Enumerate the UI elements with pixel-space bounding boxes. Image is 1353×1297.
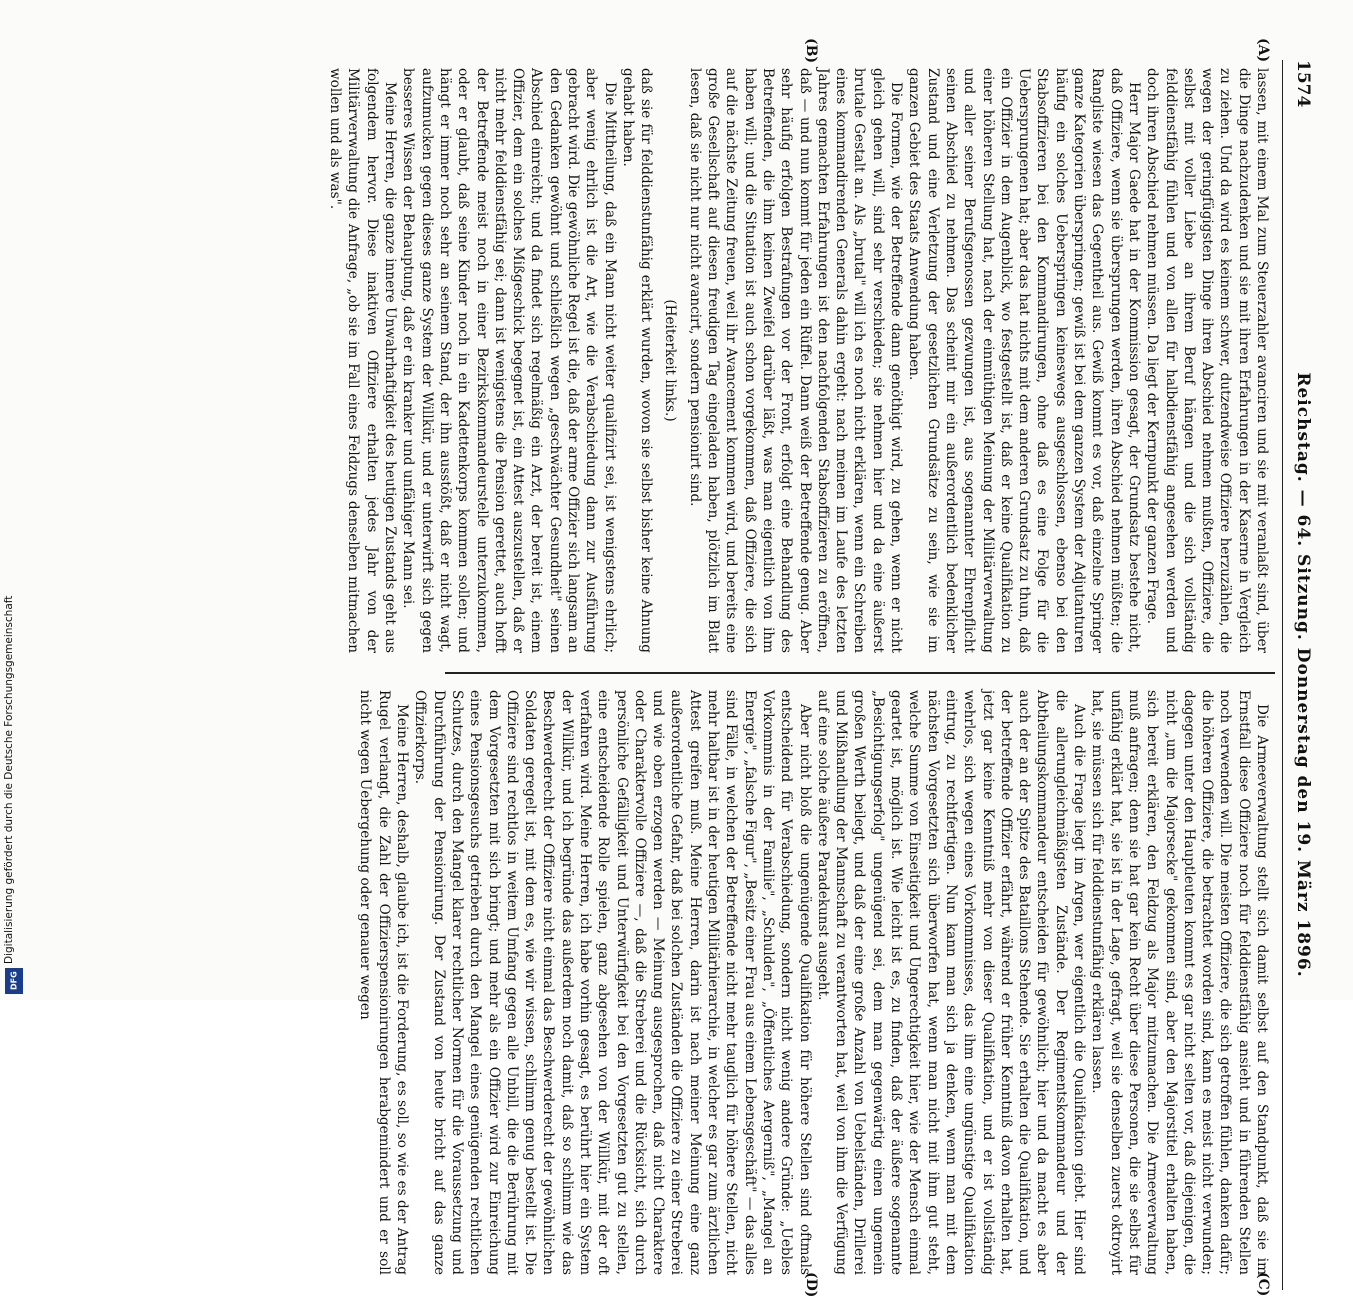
digitization-credit (3, 354, 25, 994)
margin-mark-d: (D) (803, 1272, 819, 1297)
margin-mark-c: (C) (1255, 1272, 1271, 1297)
right-column (357, 690, 1271, 1275)
paragraph: Meine Herren, deshalb, glaube ich, ist die Forderung, es soll, so wie es der Antrag Rugel verlangt, die Zahl der Offizierspensionirungen herabgemindert und er soll nicht wegen Uebergehung oder genauer wegen (357, 690, 411, 1275)
paragraph: Die Armeeverwaltung stellt sich damit selbst auf den Standpunkt, daß sie im Ernstfall diese Offiziere noch für felddienstfähig ansieht und in führenden Stellen noch verwenden will. Die meisten Offiziere, die sich getroffen fühlen, danken dafür; die höheren Offiziere, die betrachtet worden sind, kann es meist nicht verwunden; dagegen unter den Hauptleuten kommt es gar nicht selten vor, daß diejenigen, die nicht „um die Majorsecke" gekommen sind, aber den Majorstitel erhalten haben, sich bereit erklären, den Feldzug als Major mitzumachen. Die Armeeverwaltung muß anfragen; denn sie hat gar kein Recht über diese Personen, die sie selbst für unfähig erklärt hat, sie ist in der Lage, gefragt, weil sie denselben zuerst oktroyirt hat, sie müssen sich für felddienstunfähig erklären lassen. (1089, 690, 1270, 1275)
column-divider (445, 672, 1275, 674)
credit-text: Digitalisierung gefördert durch die Deutsche Forschungsgemeinschaft (3, 595, 15, 964)
paragraph: Meine Herren, die ganze innere Unwahrhaftigkeit des heutigen Zustands geht aus folgendem hervor. Diese inaktiven Offiziere erhalten jedes Jahr von der Militärverwaltung die Anfrage, „ob sie im Fall eines Feldzugs denselben mitmachen wollen und als was". (327, 68, 399, 653)
paragraph: Aber nicht bloß die ungenügende Qualifikation für höhere Stellen sind oftmals entscheidend für Verabschiedung, sondern nicht wenig andere Gründe: „Uebles Vorkommnis in der Familie", „Schulden", „Öffentliches Aergerniß", „Mangel an Energie", „falsche Figur", „Besitz einer Frau aus einem Lebensgeschäft" — das alles sind Fälle, in welchen der Betreffende nicht mehr tauglich für höhere Stellen, nicht mehr haltbar ist in der heutigen Militärhierarchie, in welcher es gar zum ärztlichen Attest greifen muß. Meine Herren, darin ist nach meiner Meinung eine ganz außerordentliche Gefahr, daß bei solchen Zuständen die Offiziere zu einer Streberei und wie oben erzogen werden — Meinung ausgesprochen, daß nicht Charaktere oder Charaktervolle Offiziere —, daß die Streberei und die Rücksicht, sich durch persönliche Gefälligkeit und Unterwürfigkeit bei den Vorgesetzten gut zu stellen, eine entscheidende Rolle spielen, ganz abgesehen von der Willkür, mit der oft verfahren wird. Meine Herren, ich habe vorhin gesagt, es berührt hier ein System der Willkür, und ich begründe das außerdem noch damit, daß so schlimm wie das Beschwerderecht der Offiziere nicht einmal das Beschwerderecht der gewöhnlichen Soldaten geregelt ist, mit dem es, wie wir wissen, schlimm genug bestellt ist. Die Offiziere sind rechtlos in weitem Umfang gegen alle Unbill, die die Berührung mit dem Vorgesetzten mit sich bringt; und mehr als ein Offizier wird zur Einreichung eines Pensionsgesuchs getrieben durch den Mangel eines genügenden rechtlichen Schutzes, durch den Mangel klarer rechtlicher Normen für die Voraussetzung und Durchführung der Pensionirung. Der Zustand von heute bricht auf das ganze Offizierkorps. (412, 690, 813, 1275)
page-number: 1574 (1293, 60, 1313, 108)
margin-mark-a: (A) (1255, 38, 1271, 63)
margin-mark-b: (B) (803, 38, 819, 64)
paragraph: Auch die Frage liegt im Argen, wer eigentlich die Qualifikation giebt. Hier sind die allerungleichmäßigsten Zustände. Der Regimentskommandeur und der Abtheilungskommandeur entscheiden für gewöhnlich; hier und da macht es aber auch der an der Spitze des Bataillons Stehende. Sie erhalten die Qualifikation, und der betreffende Offizier erfährt, während er früher Kenntniß davon erhalten hat, jetzt gar keine Kenntniß mehr von dieser Qualifikation, und er ist vollständig wehrlos, sich wegen eines Vorkommnisses, das ihm eine ungünstige Qualifikation eintrug, zu rechtfertigen. Nun kann man sich ja denken, wenn man mit dem nächsten Vorgesetzten sich überworfen hat, wenn man nicht mit ihm gut steht, welche Summe von Einseitigkeit und Ungerechtigkeit hier, wie der Mensch einmal geartet ist, möglich ist. Wie leicht ist es, zu finden, daß der äußere sogenannte „Besichtigungserfolg" ungenügend sei, dem man gegenwärtig einen ungemein großen Werth beilegt, und daß der eine große Anzahl von Uebelständen, Drillerei und Mißhandlung der Mannschaft zu verantworten hat, weil von ihm die Verfügung auf eine solche äußere Paradekunst ausgeht. (814, 690, 1088, 1275)
stage-direction: (Heiterkeit links.) (662, 299, 679, 422)
paragraph: daß sie für felddienstunfähig erklärt wurden, wovon sie selbst bisher keine Ahnung gehabt haben. (619, 68, 655, 653)
header-rule (1282, 60, 1283, 1290)
running-title: Reichstag. — 64. Sitzung. Donnerstag den 19. März 1896. (1293, 372, 1313, 978)
paragraph: Die Mittheilung, daß ein Mann nicht weiter qualifizirt sei, ist wenigstens ehrlich; aber wenig ehrlich ist die Art, wie die Verabschiedung dann zur Ausführung gebracht wird. Die gewöhnliche Regel ist die, daß der arme Offizier sich langsam an den Gedanken gewöhnt und schließlich wegen „geschwächter Gesundheit" seinen Abschied einreicht; und da findet sich regelmäßig ein Arzt, der bereit ist, einem Offizier, dem ein solches Mißgeschick begegnet ist, ein Attest auszustellen, daß er nicht mehr felddienstfähig sei; dann ist wenigstens die Pension gerettet, auch hofft der Betreffende meist noch in einer Bezirkskommandeurstelle unterzukommen, oder er glaubt, daß seine Kinder noch in ein Kadettenkorps kommen sollen; und hängt er immer noch sehr an seinem Stand, der ihn ausstößt, daß er nicht wagt, aufzumucken gegen dieses ganze System der Willkür, und er unterwirft sich gegen besseres Wissen der Behauptung, daß er ein kranker und unfähiger Mann sei. (400, 68, 618, 653)
paragraph: Die Formen, wie der Betreffende dann genöthigt wird, zu gehen, wenn er nicht gleich gehen will, sind sehr verschieden; sie nehmen hier und da eine äußerst brutale Gestalt an. Als „brutal" will ich es noch nicht erklären, wenn ein Schreiben eines kommandirenden Generals dahin ergeht: nach meinen im Laufe des letzten Jahres gemachten Erfahrungen ist den nachfolgenden Stabsoffizieren zu eröffnen, daß — und nun kommt für jeden ein Rüffel. Dann weiß der Betreffende genug. Aber sehr häufig erfolgen Bestrafungen vor der Front, erfolgt eine Behandlung des Betreffenden, die ihm keinen Zweifel darüber läßt, was man eigentlich von ihm haben will; und die Situation ist auch schon vorgekommen, daß Offiziere, die sich auf die nächste Zeitung freuen, weil ihr Avancement kommen wird, und bereits eine große Gesellschaft auf diesen freudigen Tag eingeladen haben, plötzlich im Blatt lesen, daß sie nicht nur nicht avancirt, sondern pensionirt sind. (686, 68, 905, 653)
paragraph: lassen, mit einem Mal zum Steuerzahler avanciren und sie mit veranlaßt sind, über die Dinge nachzudenken und sie mit ihren Erfahrungen in der Kaserne in Vergleich zu ziehen. Und da wird es keinem schwer, dutzendweise Offiziere herzuzählen, die wegen der geringfügigsten Dinge ihren Abschied nehmen mußten, Offiziere, die selbst mit voller Liebe an ihrem Beruf hängen und die sich vollständig felddienstfähig fühlen und von allen für halbdienstfähig angesehen werden und doch ihren Abschied nehmen müssen. Da liegt der Kernpunkt der ganzen Frage. (1144, 68, 1270, 653)
dfg-logo: DFG (5, 968, 23, 994)
paragraph: Herr Major Gaede hat in der Kommission gesagt, der Grundsatz bestehe nicht, daß Offiziere, wenn sie übersprungen werden, ihren Abschied nehmen müßten; die Rangliste wiesen das Gegentheil aus. Gewiß kommt es vor, daß einzelne Springer ganze Kategorien überspringen; gewiß ist bei dem ganzen System der Adjutanturen häufig ein solches Ueberspringen keineswegs ausgeschlossen, ebenso bei den Stabsoffizieren bei den Kommandirungen, ohne daß es eine Folge für die Uebersprungenen hat; aber das hat nichts mit dem anderen Grundsatz zu thun, daß ein Offizier in dem Augenblick, wo festgestellt ist, daß er keine Qualifikation zu einer höheren Stellung hat, nach der einmüthigen Meinung der Militärverwaltung und aller seiner Berufsgenossen gezwungen ist, aus sogenannter Ehrenpflicht seinen Abschied zu nehmen. Das scheint mir ein außerordentlich bedenklicher Zustand und eine Verletzung der gesetzlichen Grundsätze zu sein, wie sie im ganzen Gebiet des Staats Anwendung haben. (906, 68, 1142, 653)
left-column (327, 68, 1271, 653)
page-header (1285, 60, 1315, 1290)
rotated-page-content (85, 38, 1315, 1297)
